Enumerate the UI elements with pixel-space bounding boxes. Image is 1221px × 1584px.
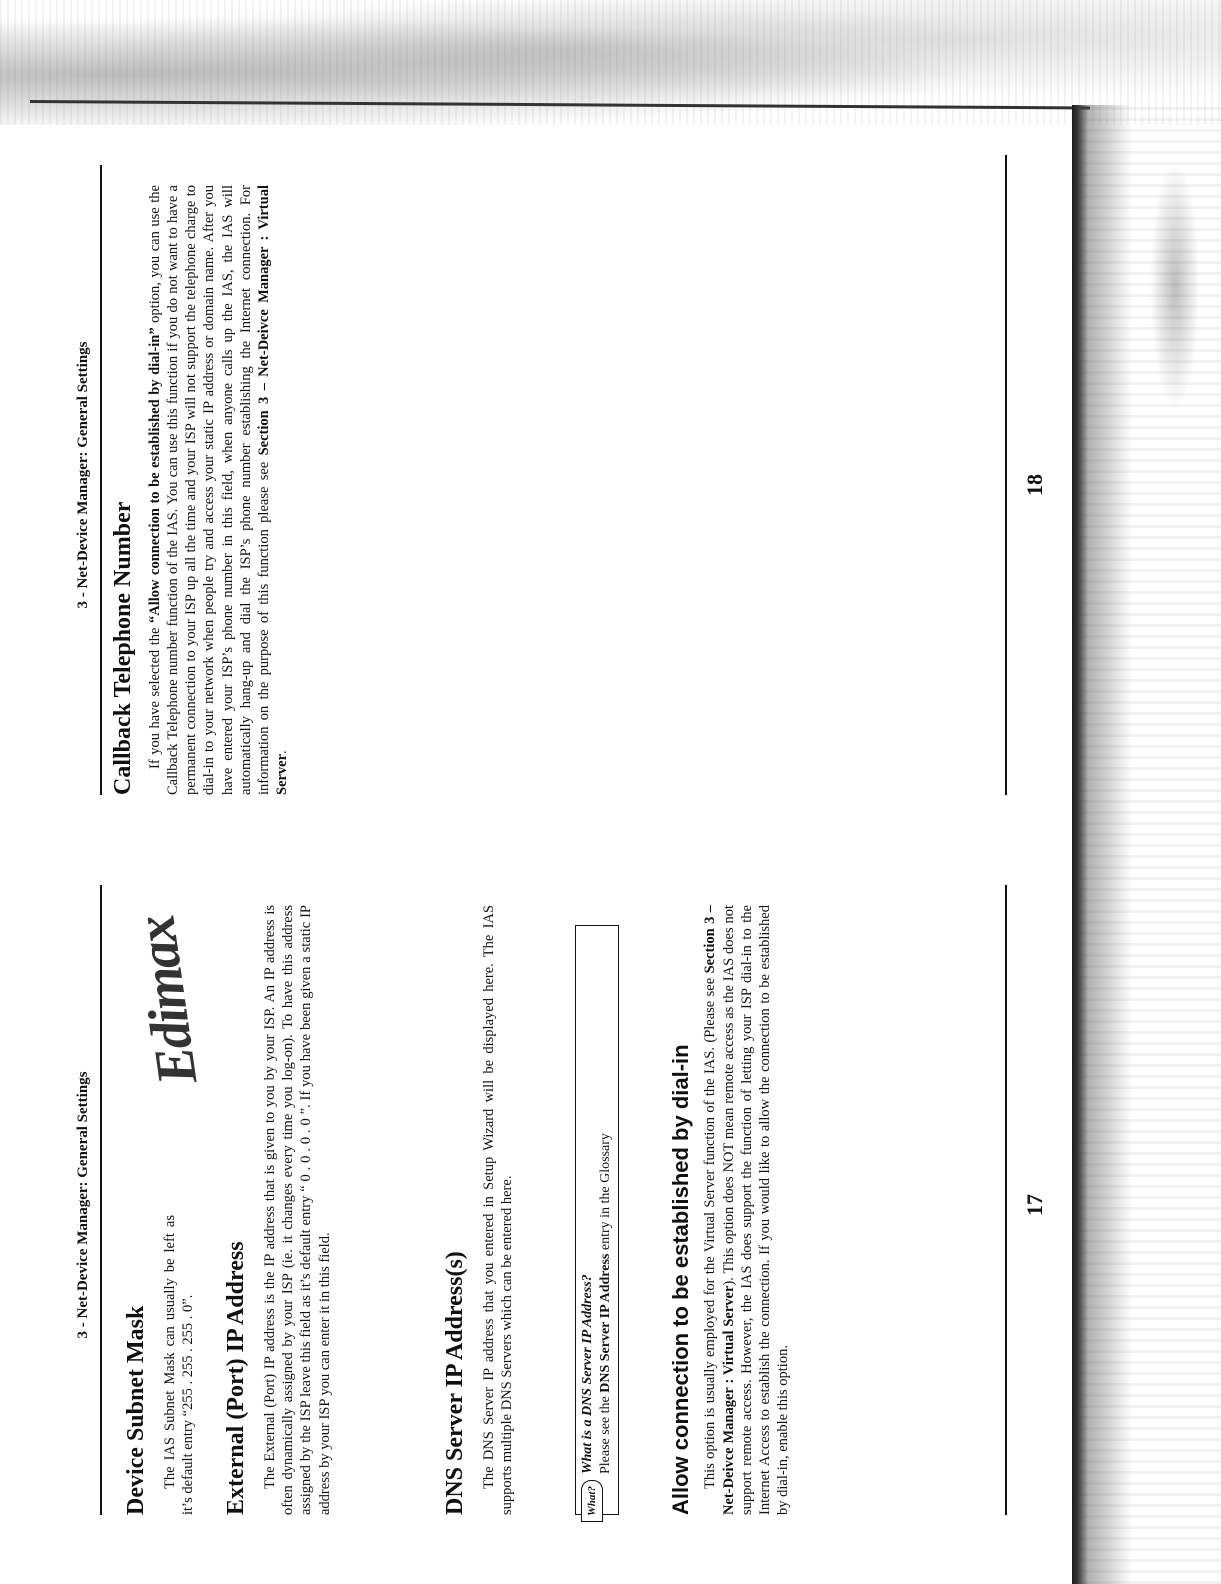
left-column-3 [668,905,793,1515]
left-column-2 [442,905,516,1515]
edimax-logo: Edimax [124,913,210,1089]
section-body-external-ip: The External (Port) IP address is the IP address that is given to you by your ISP. An IP address is often dynamically assigned by your ISP (ie. it changes every time you log-on). To have this address assigned by the ISP leave this field as it’s default entry “ 0 . 0 . 0 . 0 ”. If you have been given a static IP address by your ISP you can enter it in this field. [261,905,333,1515]
section-body-allow-dialin: This option is usually employed for the Virtual Server function of the IAS. (Please see Section 3 – Net-Deivce Manager : Virtual Server). This option does NOT mean remote access as the IAS does not support remote access. However, the IAS does support the function of letting your ISP dial-in to the Internet Access to establish the connection. If you would like to allow the connection to be established by dial-in, enable this option. [702,905,792,1515]
right-page-header: 3 - Net-Device Manager: General Settings [75,341,91,609]
right-footer-rule [1005,155,1007,795]
right-column [110,185,292,795]
glossary-note [575,925,619,1515]
right-header-rule [100,165,102,795]
section-title-external-ip: External (Port) IP Address [223,1241,250,1515]
right-page-number: 18 [1022,474,1047,496]
section-title-allow-dialin: Allow connection to be established by dial-in [668,1044,693,1515]
section-title-device-subnet-mask: Device Subnet Mask [123,1305,149,1515]
left-footer-rule [1005,885,1007,1515]
section-title-callback: Callback Telephone Number [110,501,136,795]
rotated-spread [50,105,1070,1575]
what-icon: What? [581,1480,603,1522]
section-body-device-subnet-mask: The IAS Subnet Mask can usually be left as it’s default entry “255 . 255 . 255 . 0”. [161,1215,196,1515]
note-question: What is a DNS Server IP Address? [580,1274,595,1474]
section-body-dns-server: The DNS Server IP address that you entered in Setup Wizard will be displayed here. The IAS supports multiple DNS Servers which can be entered here. [480,905,515,1515]
section-body-callback: If you have selected the “Allow connection to be established by dial-in” option, you can use the Callback Telephone number function of the IAS. You can use this function if you do not want to have a permanent connection to your ISP up all the time and your ISP will not support the telephone charge to dial-in to your network when people try and access your static IP address or domain name. After you have entered your ISP’s phone number in this field, when anyone calls up the IAS, the IAS will automatically hang-up and dial the ISP’s phone number establishing the Internet connection. For information on the purpose of this function please see Section 3 – Net-Deivce Manager : Virtual Server. [146,185,291,795]
note-text: Please see the DNS Server IP Address entry in the Glossary [598,1133,614,1474]
section-title-dns-server: DNS Server IP Address(s) [442,1251,468,1515]
left-page-number: 17 [1022,1194,1047,1216]
scan-speck [1150,160,1200,410]
left-page-header: 3 - Net-Device Manager: General Settings [75,1071,91,1339]
left-header-rule [100,885,102,1515]
